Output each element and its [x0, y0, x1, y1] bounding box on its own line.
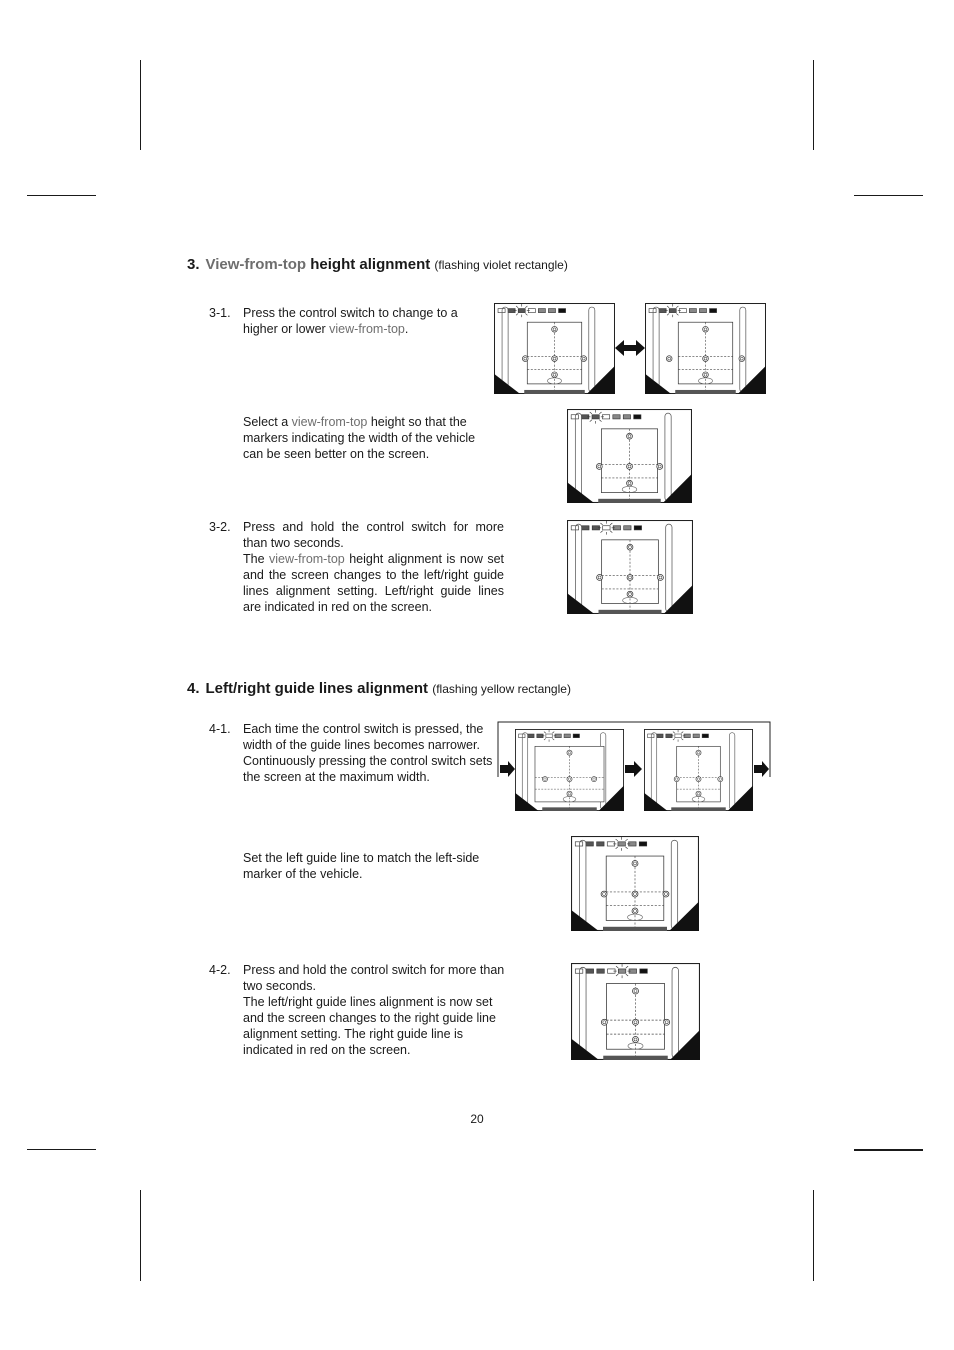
crop-mark [813, 60, 814, 150]
arrow-right-icon [754, 761, 769, 777]
crop-mark [140, 60, 141, 150]
paragraph-text: Set the left guide line to match the left-side marker of the vehicle. [243, 851, 480, 881]
step-number: 3-2. [209, 520, 231, 534]
double-arrow-icon [615, 339, 645, 357]
crop-mark [854, 195, 923, 196]
crop-mark [140, 1190, 141, 1281]
section-3-heading [187, 256, 568, 273]
set-left-guide-paragraph [243, 850, 493, 882]
arrow-right-icon [500, 761, 515, 777]
paragraph-text: Select a view-from-top height so that the markers indicating the width of the vehicle can be seen better on the screen. [243, 415, 476, 461]
crop-mark [27, 1149, 96, 1150]
crop-mark [854, 1149, 923, 1151]
screen-illustration [515, 729, 624, 811]
screen-illustration [567, 520, 693, 614]
screen-illustration [645, 303, 766, 394]
section-4-heading [187, 680, 571, 697]
step-text: Press and hold the control switch for more than two seconds. [243, 520, 504, 550]
arrow-right-icon [625, 761, 642, 777]
heading-note: (flashing violet rectangle) [434, 258, 568, 272]
section-number: 3. [187, 256, 200, 273]
screen-illustration [571, 836, 699, 931]
crop-mark [27, 195, 96, 196]
step-text: Press the control switch to change to a higher or lower view-from-top. [243, 306, 458, 336]
select-height-paragraph [243, 414, 493, 462]
step-number: 4-2. [209, 963, 231, 977]
screen-illustration [567, 409, 692, 503]
step-text: The view-from-top height alignment is now set and the screen changes to the left/right guide lines alignment setting. Left/right guide lines are indicated in red on the screen. [243, 552, 504, 614]
section-number: 4. [187, 680, 200, 697]
heading-title: Left/right guide lines alignment [205, 680, 429, 697]
heading-title: height alignment [306, 256, 431, 273]
step-text: The left/right guide lines alignment is now set and the screen changes to the right guide line alignment setting. The right guide line is indicated in red on the screen. [243, 995, 496, 1057]
step-text: Press and hold the control switch for more than two seconds. [243, 963, 505, 993]
screen-illustration [571, 963, 700, 1060]
heading-note: (flashing yellow rectangle) [432, 682, 571, 696]
screen-illustration [644, 729, 753, 811]
page-number: 20 [470, 1112, 484, 1126]
heading-highlight: View-from-top [205, 256, 307, 273]
step-text: Each time the control switch is pressed, the width of the guide lines becomes narrower. Continuously pressing the control switch sets the screen at the maximum width. [243, 722, 493, 784]
step-number: 3-1. [209, 306, 231, 320]
crop-mark [813, 1190, 814, 1281]
step-number: 4-1. [209, 722, 231, 736]
screen-illustration [494, 303, 615, 394]
